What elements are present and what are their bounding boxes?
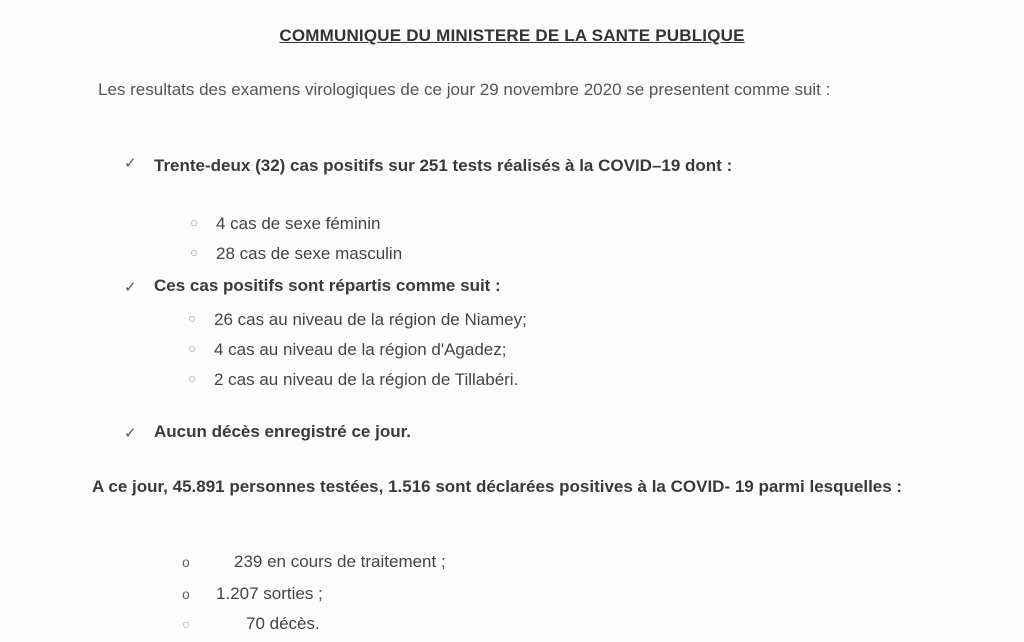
- final-item-text: 239 en cours de traitement ;: [234, 552, 446, 571]
- check-item-distribution: [124, 276, 924, 302]
- summary-paragraph: A ce jour, 45.891 personnes testées, 1.516 sont déclarées positives à la COVID- 19 parmi lesquelles :: [92, 477, 903, 496]
- check-item-no-deaths: [124, 422, 924, 448]
- check-item-positive-cases: [124, 152, 924, 212]
- circle-bullet-icon: ○: [188, 340, 197, 356]
- circle-bullet-icon: o: [182, 586, 190, 602]
- check-text: Trente-deux (32) cas positifs sur 251 tests réalisés à la COVID–19 dont :: [154, 156, 733, 175]
- circle-bullet-icon: ○: [188, 310, 197, 326]
- sub-item-text: 4 cas au niveau de la région d'Agadez;: [214, 340, 507, 359]
- check-text: Aucun décès enregistré ce jour.: [154, 422, 411, 441]
- final-item-text: 70 décès.: [246, 614, 320, 633]
- sub-item-text: 2 cas au niveau de la région de Tillabéri.: [214, 370, 519, 389]
- check-icon: ✓: [124, 155, 137, 172]
- circle-bullet-icon: ○: [188, 370, 197, 386]
- circle-bullet-icon: ○: [190, 244, 199, 260]
- check-icon: ✓: [124, 425, 137, 442]
- intro-paragraph: Les resultats des examens virologiques de ce jour 29 novembre 2020 se presentent comme suit :: [98, 80, 831, 99]
- sub-item-text: 26 cas au niveau de la région de Niamey;: [214, 310, 527, 329]
- sub-item-text: 4 cas de sexe féminin: [216, 214, 381, 233]
- check-text: Ces cas positifs sont répartis comme suit :: [154, 276, 501, 295]
- sub-item-text: 28 cas de sexe masculin: [216, 244, 403, 263]
- check-icon: ✓: [124, 279, 137, 296]
- circle-bullet-icon: ○: [190, 214, 199, 230]
- document-title: COMMUNIQUE DU MINISTERE DE LA SANTE PUBLIQUE: [279, 26, 745, 45]
- final-item-text: 1.207 sorties ;: [216, 584, 323, 603]
- circle-bullet-icon: o: [182, 554, 190, 570]
- circle-bullet-icon: ○: [182, 616, 191, 632]
